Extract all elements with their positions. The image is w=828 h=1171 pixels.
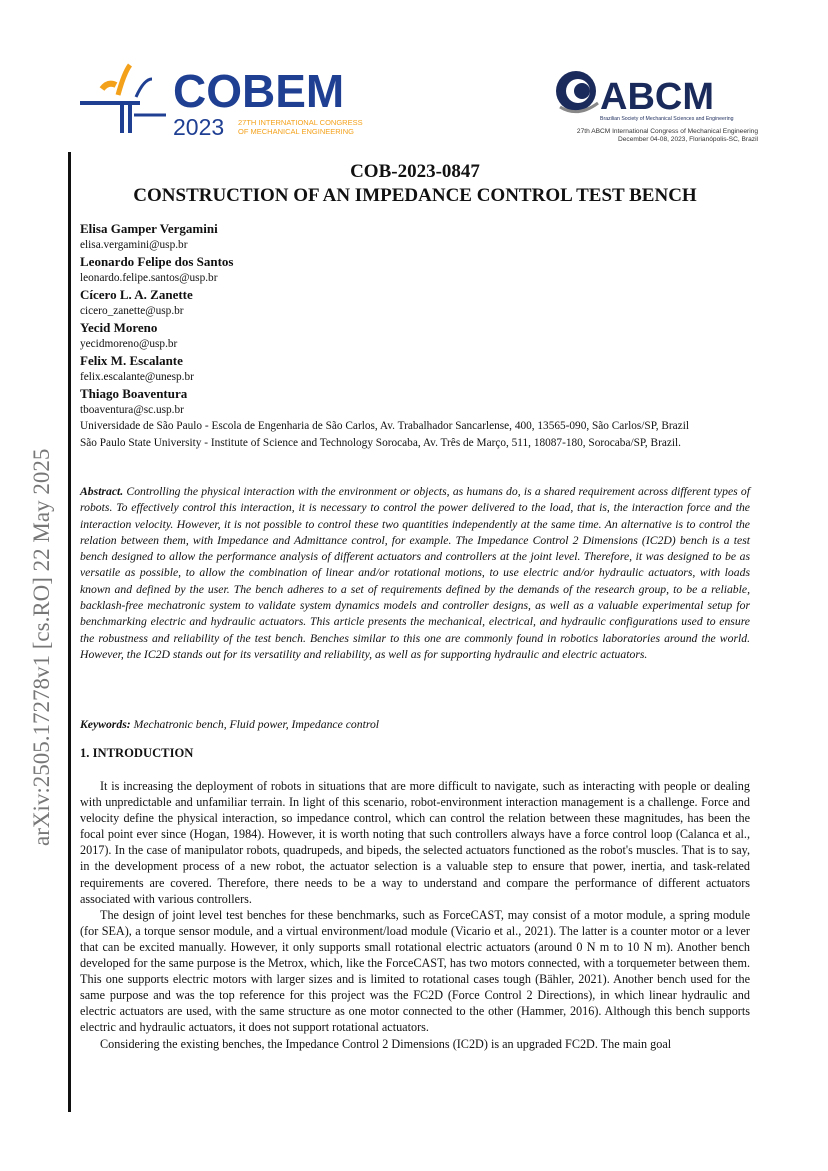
affiliation: São Paulo State University - Institute of Science and Technology Sorocaba, Av. Três de Março, 511, 18087-180, Sorocaba/SP, Brazil.: [80, 437, 681, 449]
cobem-year: 2023: [173, 114, 225, 140]
author-email: leonardo.felipe.santos@usp.br: [80, 272, 218, 284]
author-list: [80, 220, 760, 452]
keywords-text: Mechatronic bench, Fluid power, Impedance control: [133, 718, 380, 731]
author-name: Yecid Moreno: [80, 320, 158, 335]
abcm-conference-info: [538, 128, 758, 144]
author-name: Thiago Boaventura: [80, 386, 188, 401]
section-heading: 1. INTRODUCTION: [80, 746, 194, 760]
abcm-sub-line2: December 04-08, 2023, Florianópolis-SC, Brazil: [618, 136, 758, 143]
arxiv-stamp: [14, 350, 60, 850]
abstract-label: Abstract.: [80, 485, 124, 498]
keywords-label: Keywords:: [80, 718, 131, 731]
author-name: Elisa Gamper Vergamini: [80, 221, 218, 236]
author-name: Cícero L. A. Zanette: [80, 287, 193, 302]
paragraph: The design of joint level test benches for these benchmarks, such as ForceCAST, may consist of a motor module, a spring module (for SEA), a torque sensor module, and a virtual environment/load module (Vicario et al., 2021). The latter is a counter motor or a lever that can be excited manually. However, it only supports small rotational electric actuators (around 0 N m to 10 N m). Another bench developed for the same purpose is the Metrox, which, like the ForceCAST, has two motors connected, with a torquemeter between them. This one supports electric motors with larger sizes and is limited to rotational cases tough (Bähler, 2021). Another bench used for the same purpose and was the top reference for this project was the FC2D (Force Control 2 Directions), in which linear hydraulic and electric actuators are used, with the same structure as one motor connected to the other (Hammer, 2016). Although this bench supports electric and hydraulic actuators, it does not support rotational actuators.: [80, 907, 750, 1035]
author-entry: [80, 220, 760, 253]
abstract-text: Controlling the physical interaction with the environment or objects, as humans do, is a shared requirement across different types of robots. To effectively control this interaction, it is necessary to control the power delivered to the load, that is, the interaction force and the interaction velocity. However, it is not possible to control these two quantities independently at the same time. An alternative is to control the relation between them, with Impedance and Admittance control, for example. The Impedance Control 2 Dimensions (IC2D) bench is a test bench designed to allow the performance analysis of different actuators and controllers at the joint level. Therefore, it was designed to be as versatile as possible, to allow the combination of linear and/or rotational motions, to use electric and/or hydraulic actuators, with loads known and defined by the user. The bench adheres to a set of requirements defined by the demands of the research group, to be a reliable, backlash-free mechatronic system to validate system dynamics models and controller designs, as well as a valuable experimental setup for benchmarking electric and hydraulic actuators. This article presents the mechanical, electrical, and hydraulic configurations used to ensure the robustness and reliability of the test bench. Benches similar to this one are commonly found in robotics laboratories around the world. However, the IC2D stands out for its versatility and reliability, as well as for supporting hydraulic and electric actuators.: [80, 485, 750, 661]
arxiv-stamp-text: arXiv:2505.17278v1 [cs.RO] 22 May 2025: [29, 448, 54, 846]
abcm-society-name: Brazilian Society of Mechanical Sciences and Engineering: [600, 116, 734, 122]
body-text: [80, 778, 750, 1052]
paragraph: Considering the existing benches, the Impedance Control 2 Dimensions (IC2D) is an upgraded FC2D. The main goal: [100, 1036, 672, 1051]
conference-header: [78, 55, 758, 145]
cobem-logo: [78, 55, 368, 140]
cobem-sub-line2: OF MECHANICAL ENGINEERING: [238, 127, 354, 136]
author-email: cicero_zanette@usp.br: [80, 305, 184, 317]
paper-id: COB-2023-0847: [350, 161, 480, 182]
affiliation: Universidade de São Paulo - Escola de Engenharia de São Carlos, Av. Trabalhador Sancarlense, 400, 13565-090, São Carlos/SP, Brazil: [80, 420, 689, 432]
arxiv-stamp-svg: [14, 350, 60, 850]
author-entry: [80, 253, 760, 286]
cobem-sub-line1: 27TH INTERNATIONAL CONGRESS: [238, 118, 363, 127]
paper-title: CONSTRUCTION OF AN IMPEDANCE CONTROL TEST BENCH: [133, 185, 697, 206]
left-margin-rule: [68, 152, 71, 1112]
title-block: [80, 160, 750, 208]
author-email: tboaventura@sc.usp.br: [80, 404, 184, 416]
author-name: Felix M. Escalante: [80, 353, 183, 368]
abcm-wordmark: ABCM: [600, 76, 714, 118]
cobem-wordmark: COBEM: [173, 65, 345, 117]
author-email: yecidmoreno@usp.br: [80, 338, 178, 350]
author-entry: [80, 286, 760, 319]
paragraph: It is increasing the deployment of robots in situations that are more difficult to navigate, such as interacting with people or dealing with unpredictable and unfamiliar terrain. In light of this scenario, robot-environment interaction management is a challenge. Force and velocity define the physical interaction, so impedance control, which can control the relation between these magnitudes, has been the focal point ever since (Hogan, 1984). However, it is worth noting that such controllers always have a force control loop (Calanca et al., 2017). In the case of manipulator robots, quadrupeds, and bipeds, the selected actuators functioned as the robot's muscles. That is to say, in the development process of a new robot, the actuator selection is a valuable step to ensure that power, inertia, and task-related requirements are covered. Therefore, there needs to be a way to understand and compare the performance of different actuators associated with various controllers.: [80, 779, 750, 906]
author-entry: [80, 385, 760, 418]
author-entry: [80, 352, 760, 385]
author-entry: [80, 319, 760, 352]
abstract: [80, 484, 750, 663]
abcm-sub-line1: 27th ABCM International Congress of Mechanical Engineering: [576, 128, 758, 135]
author-name: Leonardo Felipe dos Santos: [80, 254, 234, 269]
keywords: [80, 717, 750, 733]
author-email: elisa.vergamini@usp.br: [80, 239, 188, 251]
author-email: felix.escalante@unesp.br: [80, 371, 194, 383]
